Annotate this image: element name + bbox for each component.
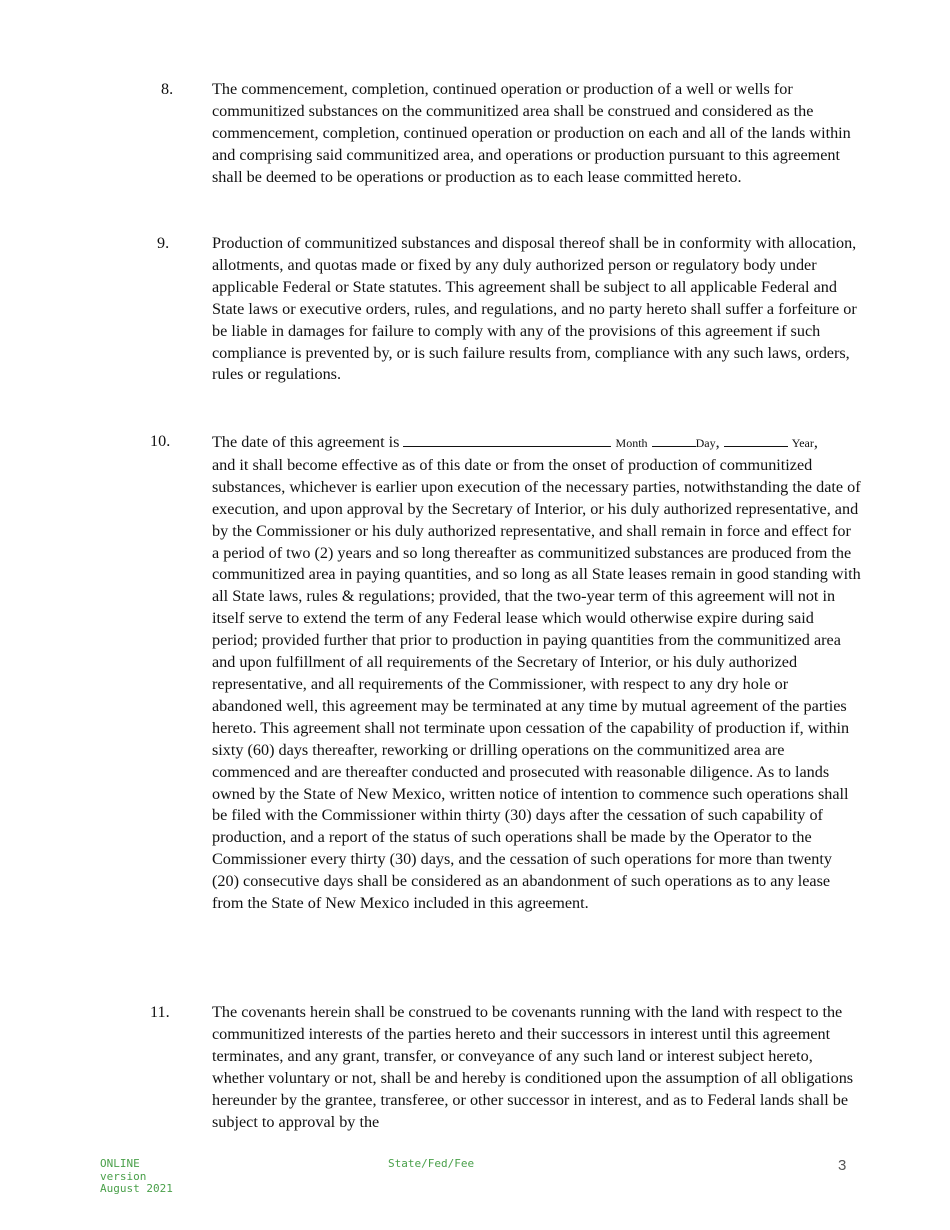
paragraph-8 [150, 79, 860, 211]
paragraph-9 [150, 233, 860, 409]
paragraph-number: 10. [150, 432, 171, 450]
page-number: 3 [838, 1157, 847, 1174]
paragraph-10-body: and it shall become effective as of this date or from the onset of production of communitized substances, whichever is earlier upon execution of the necessary parties, notwithstanding the date of execution, and upon approval by the Secretary of Interior, or his duly authorized representative, and by the Commissioner or his duly authorized representative, and shall remain in force and effect for a period of two (2) years and so long thereafter as communitized substances are produced from the communitized area in paying quantities, and so long as all State leases remain in good standing with all State laws, rules & regulations; provided, that the two-year term of this agreement will not in itself serve to extend the term of any Federal lease which would otherwise expire during said period; provided further that prior to production in paying quantities from the communitized area and upon fulfillment of all requirements of the Secretary of Interior, or his duly authorized representative, and all requirements of the Commissioner, with respect to any dry hole or abandoned well, this agreement may be terminated at any time by mutual agreement of the parties hereto. This agreement shall not terminate upon cessation of the capability of production if, within sixty (60) days thereafter, reworking or drilling operations on the communitized area are commenced and are thereafter conducted and prosecuted with reasonable diligence. As to lands owned by the State of New Mexico, written notice of intention to commence such operations shall be filed with the Commissioner within thirty (30) days after the cessation of such capability of production, and a report of the status of such operations shall be made by the Operator to the Commissioner every thirty (30) days, and the cessation of such operations for more than twenty (20) consecutive days shall be considered as an abandonment of such operations as to any lease from the State of New Mexico included in this agreement. [212, 455, 861, 913]
month-blank [403, 431, 611, 447]
footer-version [100, 1158, 173, 1196]
paragraph-number: 11. [150, 1003, 170, 1021]
footer-form-type: State/Fed/Fee [388, 1157, 475, 1170]
paragraph-text: Production of communitized substances and disposal thereof shall be in conformity with allocation, allotments, and quotas made or fixed by any duly authorized person or regulatory body under applicable Federal or State statutes. This agreement shall be subject to all applicable Federal and State laws or executive orders, rules, and regulations, and no party hereto shall suffer a forfeiture or be liable in damages for failure to comply with any of the provisions of this agreement if such compliance is prevented by, or is such failure results from, compliance with any such laws, orders, rules or regulations. [212, 234, 857, 384]
year-label: Year [791, 436, 814, 450]
paragraph-number: 9. [157, 234, 170, 252]
paragraph-11 [150, 1002, 860, 1134]
agreement-date-line: The date of this agreement is Month Day, Year, [212, 433, 818, 451]
paragraph-text: The covenants herein shall be construed to be covenants running with the land with respect to the communitized interests of the parties hereto and their successors in interest until this agreement terminates, and any grant, transfer, or conveyance of any such land or interest subject hereto, whether voluntary or not, shall be and hereby is conditioned upon the assumption of all obligations hereunder by the grantee, transferee, or other successor in interest, and as to Federal lands shall be subject to approval by the [212, 1003, 854, 1131]
month-label: Month [615, 436, 648, 450]
footer-version-line3: August 2021 [100, 1182, 173, 1195]
day-blank [652, 431, 696, 447]
footer-version-line2: version [100, 1169, 147, 1183]
date-intro: The date of this agreement is [212, 433, 400, 451]
paragraph-10 [150, 431, 860, 981]
paragraph-number: 8. [161, 80, 174, 98]
year-blank [724, 431, 788, 447]
footer-version-line1: ONLINE [100, 1157, 140, 1170]
day-label: Day [695, 436, 716, 450]
paragraph-text [212, 431, 862, 915]
paragraph-text: The commencement, completion, continued operation or production of a well or wells for communitized substances on the communitized area shall be construed and considered as the commencement, completion, continued operation or production on each and all of the lands within and comprising said communitized area, and operations or production pursuant to this agreement shall be deemed to be operations or production as to each lease committed hereto. [212, 80, 851, 186]
